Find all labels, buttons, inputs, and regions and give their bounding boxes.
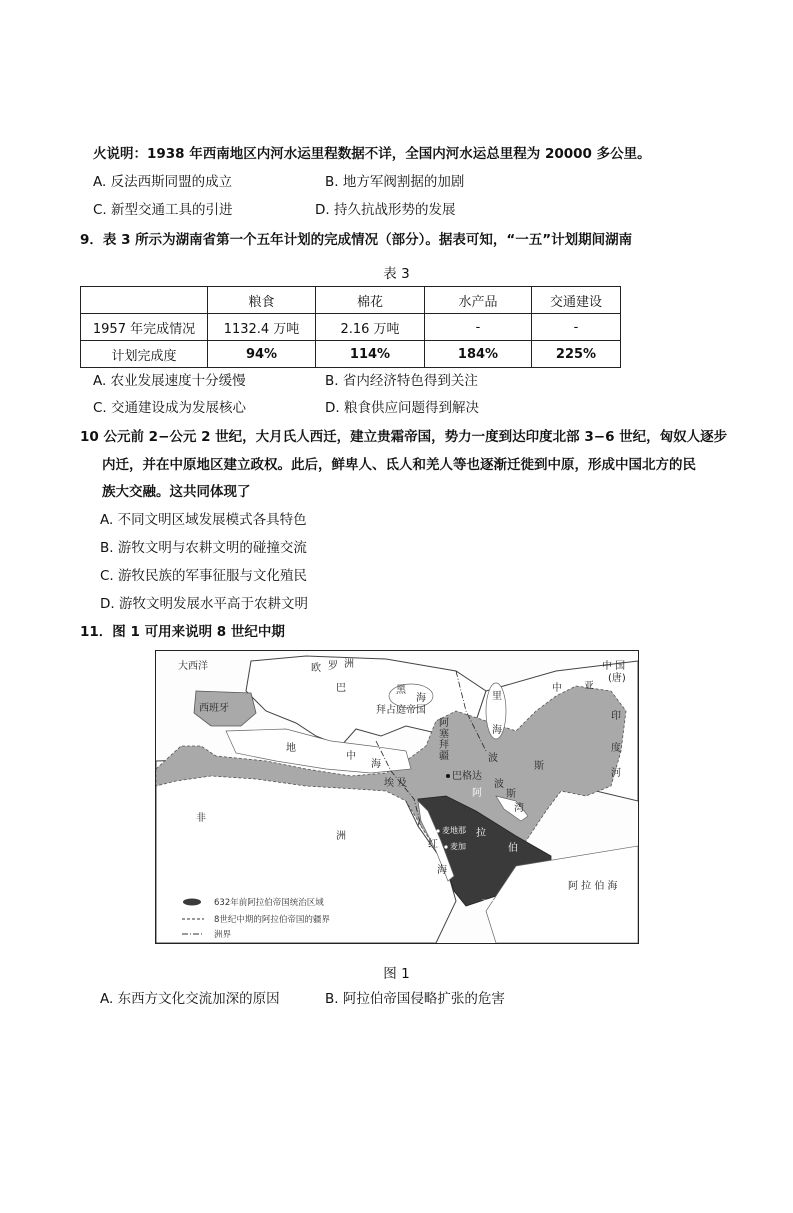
map-svg	[156, 651, 638, 943]
label-medina: 麦地那	[442, 826, 466, 835]
table-header-row	[81, 287, 621, 314]
label-arabia-1: 阿	[472, 788, 482, 799]
label-europe-1: 欧	[311, 663, 321, 674]
label-india-1: 印	[611, 711, 621, 722]
label-india-3: 河	[611, 768, 621, 779]
label-arabia-3: 伯	[508, 843, 518, 854]
label-atlantic: 大西洋	[178, 661, 208, 672]
label-persia-1: 波	[488, 753, 498, 764]
label-armenia-1: 阿	[439, 718, 449, 729]
label-black-sea-2: 海	[416, 693, 426, 704]
label-persia-2: 斯	[534, 761, 544, 772]
table-cell: -	[532, 314, 621, 341]
label-med-2: 中	[346, 751, 356, 762]
q11-option-a: A. 东西方文化交流加深的原因	[100, 991, 280, 1007]
note-line: 火说明：1938 年西南地区内河水运里程数据不详，全国内河水运总里程为 20000 多公里。	[93, 146, 651, 162]
table-cell: 1957 年完成情况	[81, 314, 208, 341]
table-row	[81, 314, 621, 341]
q10-stem-line2: 内迁，并在中原地区建立政权。此后，鲜卑人、氐人和羌人等也逐渐迁徙到中原，形成中国北方的民	[102, 457, 696, 473]
label-arabian-sea: 阿 拉 伯 海	[568, 881, 618, 892]
table-header-cell	[81, 287, 208, 314]
medina-marker	[436, 829, 439, 832]
label-caspian-1: 里	[492, 691, 502, 702]
figure-1-map	[155, 650, 639, 944]
table-cell: 94%	[208, 341, 316, 368]
q10-option-a: A. 不同文明区域发展模式各具特色	[100, 512, 307, 528]
label-tang: (唐)	[608, 673, 626, 684]
q9-option-a: A. 农业发展速度十分缓慢	[93, 373, 246, 389]
label-gulf-3: 湾	[514, 803, 524, 814]
baghdad-marker	[446, 774, 450, 778]
table-header-cell: 粮食	[208, 287, 316, 314]
table-cell: 1132.4 万吨	[208, 314, 316, 341]
label-mecca: 麦加	[450, 842, 466, 851]
table-title: 表 3	[383, 266, 410, 282]
q8-option-d: D. 持久抗战形势的发展	[315, 202, 456, 218]
mecca-marker	[444, 845, 447, 848]
label-byzantine: 拜占庭帝国	[376, 705, 426, 716]
label-baghdad: 巴格达	[452, 771, 482, 782]
label-black-sea-1: 黑	[396, 685, 406, 696]
label-armenia-3: 拜	[439, 740, 449, 751]
label-caspian-2: 海	[492, 725, 502, 736]
q11-stem: 11．图 1 可用来说明 8 世纪中期	[80, 624, 285, 640]
q10-option-d: D. 游牧文明发展水平高于农耕文明	[100, 596, 308, 612]
q10-option-b: B. 游牧文明与农耕文明的碰撞交流	[100, 540, 307, 556]
q9-option-c: C. 交通建设成为发展核心	[93, 400, 247, 416]
q8-option-c: C. 新型交通工具的引进	[93, 202, 233, 218]
label-india-2: 度	[611, 743, 621, 754]
q8-option-b: B. 地方军阀割据的加剧	[325, 174, 465, 190]
label-med-3: 海	[371, 759, 381, 770]
q10-option-c: C. 游牧民族的军事征服与文化殖民	[100, 568, 308, 584]
label-red-sea-1: 红	[428, 839, 438, 850]
label-africa-1: 非	[196, 813, 206, 824]
label-arabia-2: 拉	[476, 828, 486, 839]
label-europe-2: 罗	[328, 661, 338, 672]
table-cell: 114%	[316, 341, 425, 368]
q10-stem-line3: 族大交融。这共同体现了	[102, 484, 251, 500]
table-cell: 2.16 万吨	[316, 314, 425, 341]
q11-option-b: B. 阿拉伯帝国侵略扩张的危害	[325, 991, 505, 1007]
label-gulf-1: 波	[494, 779, 504, 790]
label-med-1: 地	[286, 743, 296, 754]
table-header-cell: 棉花	[316, 287, 425, 314]
legend-item-continent: 洲界	[214, 930, 232, 940]
label-europe-4: 巴	[336, 683, 346, 694]
legend-swatch-632	[183, 899, 201, 906]
q9-option-d: D. 粮食供应问题得到解决	[325, 400, 479, 416]
table-header-cell: 水产品	[425, 287, 532, 314]
q10-stem-line1: 10 公元前 2−公元 2 世纪，大月氏人西迁，建立贵霜帝国，势力一度到达印度北部 3−6 世纪，匈奴人逐步	[80, 429, 728, 445]
legend-item-border: 8世纪中期的阿拉伯帝国的疆界	[214, 915, 330, 925]
legend-item-632: 632年前阿拉伯帝国统治区域	[214, 898, 324, 908]
label-europe-3: 洲	[344, 659, 354, 670]
table-row	[81, 341, 621, 368]
figure-caption: 图 1	[383, 966, 410, 982]
label-spain: 西班牙	[199, 703, 229, 714]
table-cell: 计划完成度	[81, 341, 208, 368]
q9-option-b: B. 省内经济特色得到关注	[325, 373, 478, 389]
label-gulf-2: 斯	[506, 789, 516, 800]
q8-option-a: A. 反法西斯同盟的成立	[93, 174, 233, 190]
label-africa-2: 洲	[336, 831, 346, 842]
table-cell: 225%	[532, 341, 621, 368]
label-central-asia-1: 中	[552, 683, 562, 694]
label-central-asia-2: 亚	[584, 681, 594, 692]
table-header-cell: 交通建设	[532, 287, 621, 314]
table-cell: 184%	[425, 341, 532, 368]
label-red-sea-2: 海	[437, 865, 447, 876]
table-3	[80, 286, 621, 368]
q9-stem: 9．表 3 所示为湖南省第一个五年计划的完成情况（部分）。据表可知，“一五”计划期间湖南	[80, 232, 633, 248]
label-aden: 亚丁	[481, 899, 497, 908]
table-cell: -	[425, 314, 532, 341]
label-egypt: 埃 及	[384, 778, 408, 789]
label-armenia-2: 塞	[439, 729, 449, 740]
label-china: 中 国	[602, 661, 626, 672]
label-armenia-4: 疆	[439, 751, 449, 762]
